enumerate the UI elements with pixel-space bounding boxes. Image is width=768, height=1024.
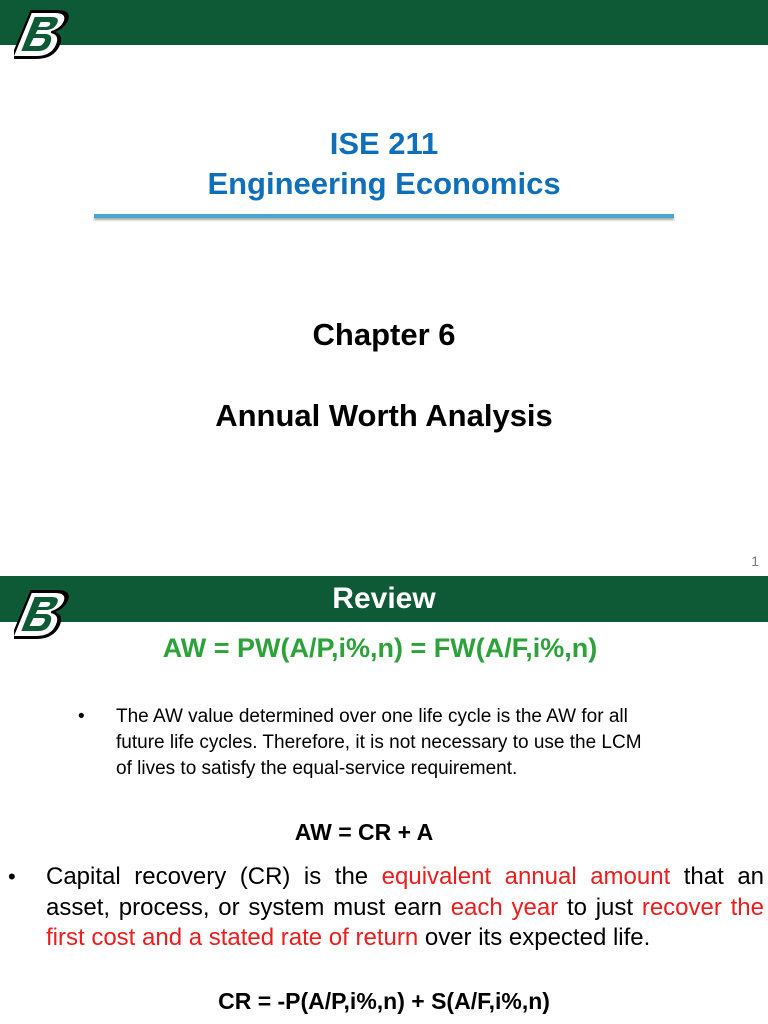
bullet-text (46, 862, 764, 954)
bullet-marker: • (78, 706, 85, 727)
formula-cr: CR = -P(A/P,i%,n) + S(A/F,i%,n) (218, 988, 550, 1014)
formula-aw-cr: AW = CR + A (294, 819, 434, 845)
course-code: ISE 211 (329, 126, 439, 161)
page-number: 1 (751, 553, 759, 569)
text-segment: to just (558, 893, 642, 921)
highlight-text: equivalent annual amount (381, 863, 671, 890)
slide-title: Review (332, 582, 436, 615)
formula-aw-pw-fw: AW = PW(A/P,i%,n) = FW(A/F,i%,n) (162, 633, 598, 663)
course-name: Engineering Economics (207, 166, 561, 201)
highlight-text: recover the first cost and a stated rate of return (46, 893, 764, 951)
review-slide (0, 576, 768, 1024)
text-segment: Capital recovery (CR) is the (46, 863, 382, 890)
bullet-capital-recovery (8, 862, 764, 954)
bullet-text: The AW value determined over one life cycle is the AW for all future life cycles. Therefore, it is not necessary to use the LCM of lives to satisfy the equal-service requirement. (116, 706, 642, 779)
highlight-text: each year (450, 893, 559, 921)
title-divider (94, 214, 674, 218)
bullet-marker: • (8, 864, 16, 889)
binghamton-b-logo-icon (14, 4, 80, 64)
chapter-title: Annual Worth Analysis (215, 398, 553, 433)
header-bar (0, 0, 768, 45)
text-segment: that an asset, process, or system must earn (46, 863, 765, 921)
text-segment: over its expected life. (418, 924, 651, 951)
chapter-label: Chapter 6 (312, 317, 456, 352)
bullet-aw-life-cycle (78, 704, 658, 782)
